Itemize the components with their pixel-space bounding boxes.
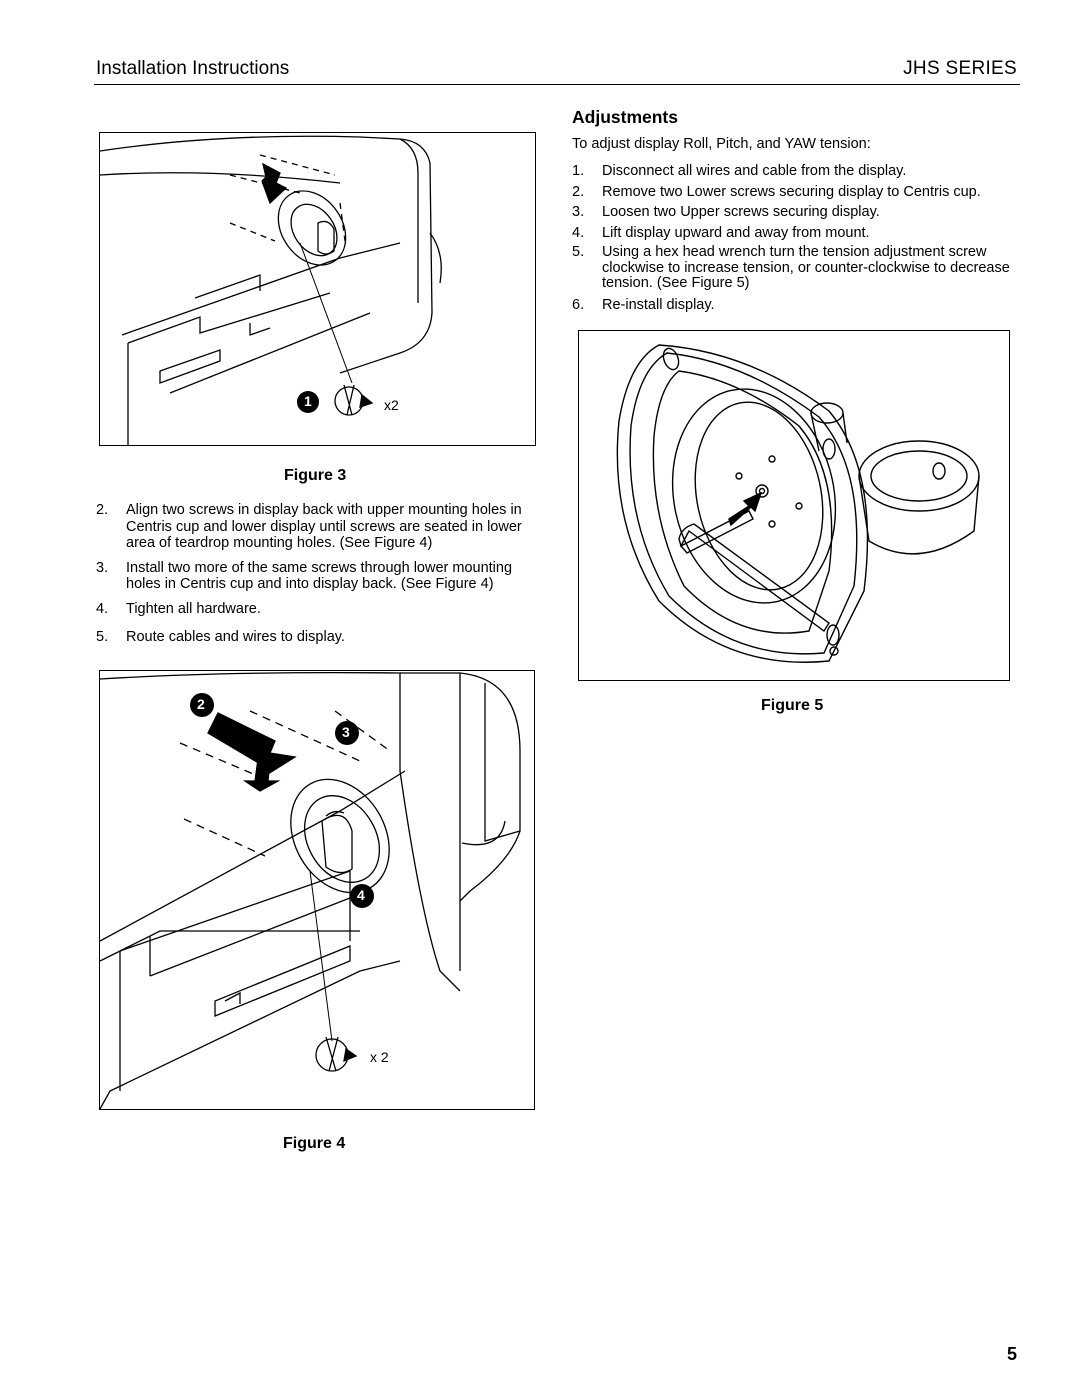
adjustments-intro: To adjust display Roll, Pitch, and YAW tension: (572, 136, 871, 152)
list-item: 1. Disconnect all wires and cable from the display. (572, 163, 907, 179)
left-steps-list (96, 502, 540, 646)
step-4-callout: 4 (357, 887, 365, 903)
list-item: 5. Using a hex head wrench turn the tension adjustment screw clockwise to increase tension, or counter-clockwise to decrease tension. (See Figure 5) (572, 244, 1010, 291)
page-number: 5 (1006, 1344, 1017, 1364)
step-2-callout: 2 (197, 696, 205, 712)
figure-4-illustration (99, 670, 535, 1110)
header-series: JHS SERIES (903, 58, 1017, 79)
list-item: 4. Tighten all hardware. (96, 600, 261, 617)
step-3-callout: 3 (342, 724, 350, 740)
fig4-qty-label: x 2 (370, 1049, 389, 1065)
list-item: 3. Loosen two Upper screws securing display. (572, 204, 880, 220)
list-item: 4. Lift display upward and away from mount. (572, 224, 870, 241)
list-item: 2. Remove two Lower screws securing display to Centris cup. (572, 183, 981, 200)
step-1-callout: 1 (304, 393, 312, 409)
list-item: 2. Align two screws in display back with upper mounting holes in Centris cup and lower display until screws are seated in lower area of teardrop mounting holes. (See Figure 4) (96, 502, 522, 551)
adjustments-steps-list (572, 163, 1020, 313)
list-item: 3. Install two more of the same screws through lower mounting holes in Centris cup and into display back. (See Figure 4) (96, 559, 513, 592)
header-rule (94, 84, 1020, 85)
fig3-qty-label: x2 (384, 397, 399, 413)
figure-3-caption: Figure 3 (284, 467, 347, 484)
figure-4-caption: Figure 4 (283, 1135, 346, 1152)
figure-5-caption: Figure 5 (761, 697, 824, 714)
figure-5-illustration (578, 330, 1010, 681)
list-item: 6. Re-install display. (572, 296, 715, 313)
figure-3-illustration (99, 132, 536, 446)
adjustments-heading: Adjustments (572, 107, 678, 127)
header-title: Installation Instructions (96, 58, 290, 79)
list-item: 5. Route cables and wires to display. (96, 629, 345, 645)
